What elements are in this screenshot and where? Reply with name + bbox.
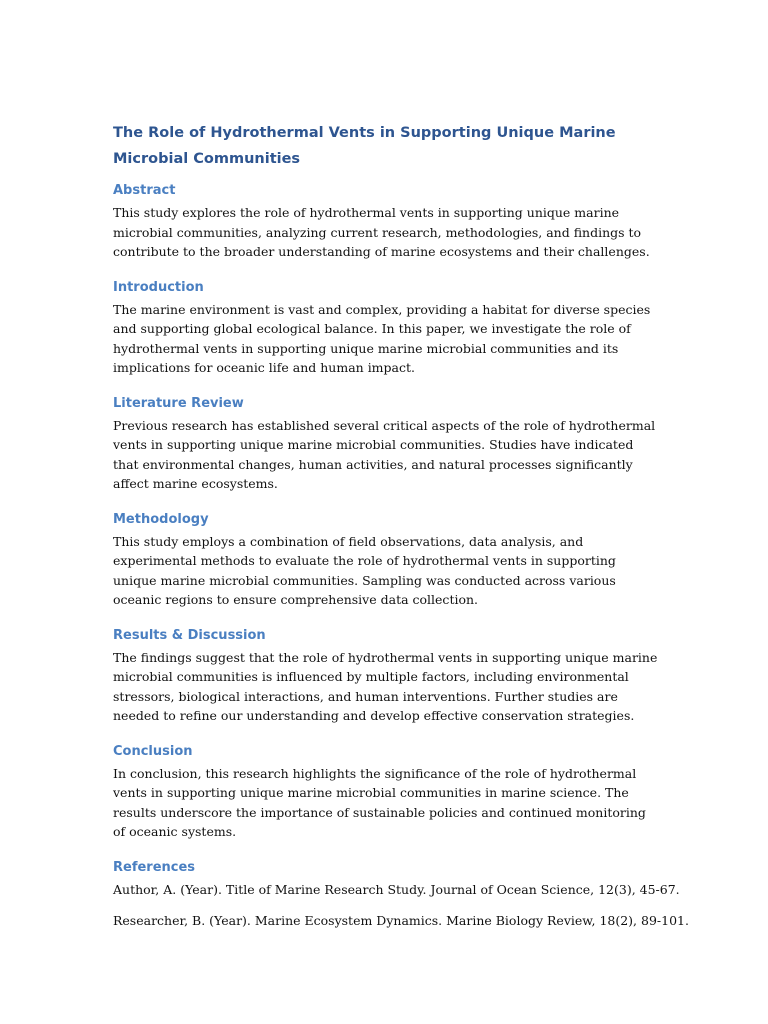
paper-page — [113, 120, 689, 943]
conclusion-heading: Conclusion — [113, 743, 193, 759]
results-discussion-section — [113, 627, 661, 726]
introduction-section — [113, 279, 661, 378]
literature-review-heading: Literature Review — [113, 395, 244, 411]
abstract-section — [113, 182, 661, 262]
introduction-heading: Introduction — [113, 279, 204, 295]
literature-review-text: Previous research has established several critical aspects of the role of hydrothermal vents in supporting unique marine microbial communities. Studies have indicated that environmental changes, human activities, and natural processes significantly affect marine ecosystems. — [113, 417, 656, 491]
reference-item: Author, A. (Year). Title of Marine Research Study. Journal of Ocean Science, 12(3), 45-67. — [113, 881, 680, 897]
results-discussion-text: The findings suggest that the role of hydrothermal vents in supporting unique marine microbial communities is influenced by multiple factors, including environmental stressors, biological interactions, and human interventions. Further studies are needed to refine our understanding and develop effective conservation strategies. — [113, 649, 658, 723]
paper-title: The Role of Hydrothermal Vents in Supporting Unique Marine Microbial Communities — [113, 125, 616, 167]
methodology-heading: Methodology — [113, 511, 209, 527]
abstract-heading: Abstract — [113, 183, 176, 198]
references-heading: References — [113, 859, 196, 875]
methodology-section — [113, 511, 661, 610]
methodology-text: This study employs a combination of field observations, data analysis, and experimental methods to evaluate the role of hydrothermal vents in supporting unique marine microbial communities. Sampling was conducted across various oceanic regions to ensure comprehensive data collection. — [113, 533, 616, 607]
conclusion-text: In conclusion, this research highlights the significance of the role of hydrothermal vents in supporting unique marine microbial communities in marine science. The results underscore the importance of sustainable policies and continued monitoring of oceanic systems. — [113, 765, 646, 839]
literature-review-section — [113, 395, 661, 494]
conclusion-section — [113, 743, 661, 842]
introduction-text: The marine environment is vast and complex, providing a habitat for diverse species and supporting global ecological balance. In this paper, we investigate the role of hydrothermal vents in supporting unique marine microbial communities and its implications for oceanic life and human impact. — [113, 301, 651, 375]
reference-item: Researcher, B. (Year). Marine Ecosystem Dynamics. Marine Biology Review, 18(2), 89-101. — [113, 913, 689, 928]
results-discussion-heading: Results & Discussion — [113, 627, 266, 643]
abstract-text: This study explores the role of hydrothermal vents in supporting unique marine microbial communities, analyzing current research, methodologies, and findings to contribute to the broader understanding of marine ecosystems and their challenges. — [113, 205, 650, 259]
references-section — [113, 859, 689, 931]
